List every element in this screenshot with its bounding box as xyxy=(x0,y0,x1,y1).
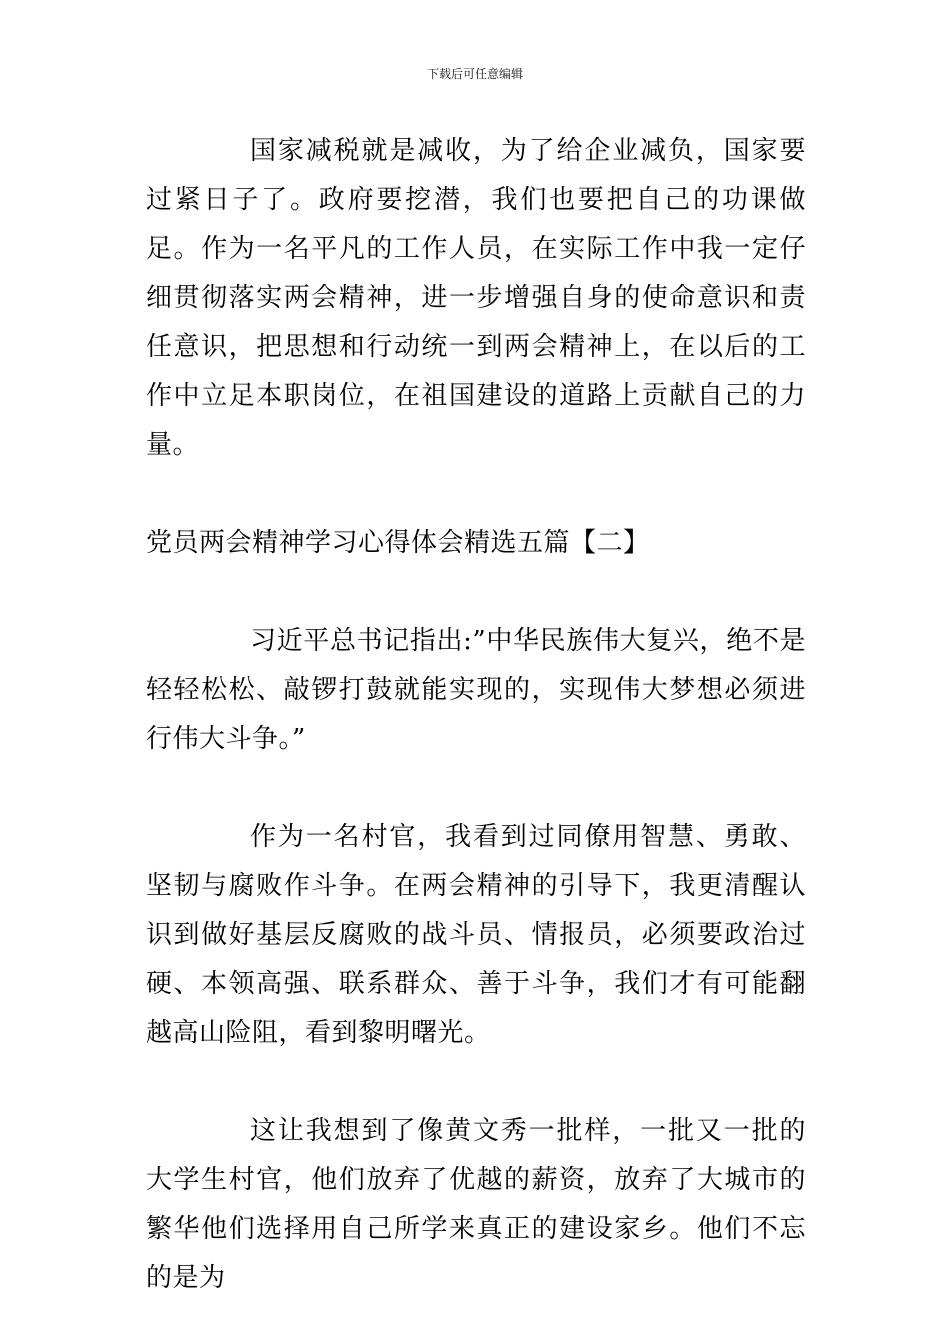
paragraph-1: 国家减税就是减收，为了给企业减负，国家要过紧日子了。政府要挖潜，我们也要把自己的功课做足。作为一名平凡的工作人员，在实际工作中我一定仔细贯彻落实两会精神，进一步增强自身的使命意识和责任意识，把思想和行动统一到两会精神上，在以后的工作中立足本职岗位，在祖国建设的道路上贡献自己的力量。 xyxy=(146,136,806,460)
header-note: 下载后可任意编辑 xyxy=(426,67,523,81)
document-body xyxy=(146,127,806,1303)
paragraph-3: 作为一名村官，我看到过同僚用智慧、勇敢、坚韧与腐败作斗争。在两会精神的引导下，我更清醒认识到做好基层反腐败的战斗员、情报员，必须要政治过硬、本领高强、联系群众、善于斗争，我们才有可能翻越高山险阻，看到黎明曙光。 xyxy=(146,822,806,1048)
paragraph-4: 这让我想到了像黄文秀一批样，一批又一批的大学生村官，他们放弃了优越的薪资，放弃了大城市的繁华他们选择用自己所学来真正的建设家乡。他们不忘的是为 xyxy=(146,1116,806,1293)
section-heading: 党员两会精神学习心得体会精选五篇【二】 xyxy=(146,528,650,558)
paragraph-2: 习近平总书记指出:”中华民族伟大复兴，绝不是轻轻松松、敲锣打鼓就能实现的，实现伟大梦想必须进行伟大斗争。” xyxy=(146,626,806,754)
